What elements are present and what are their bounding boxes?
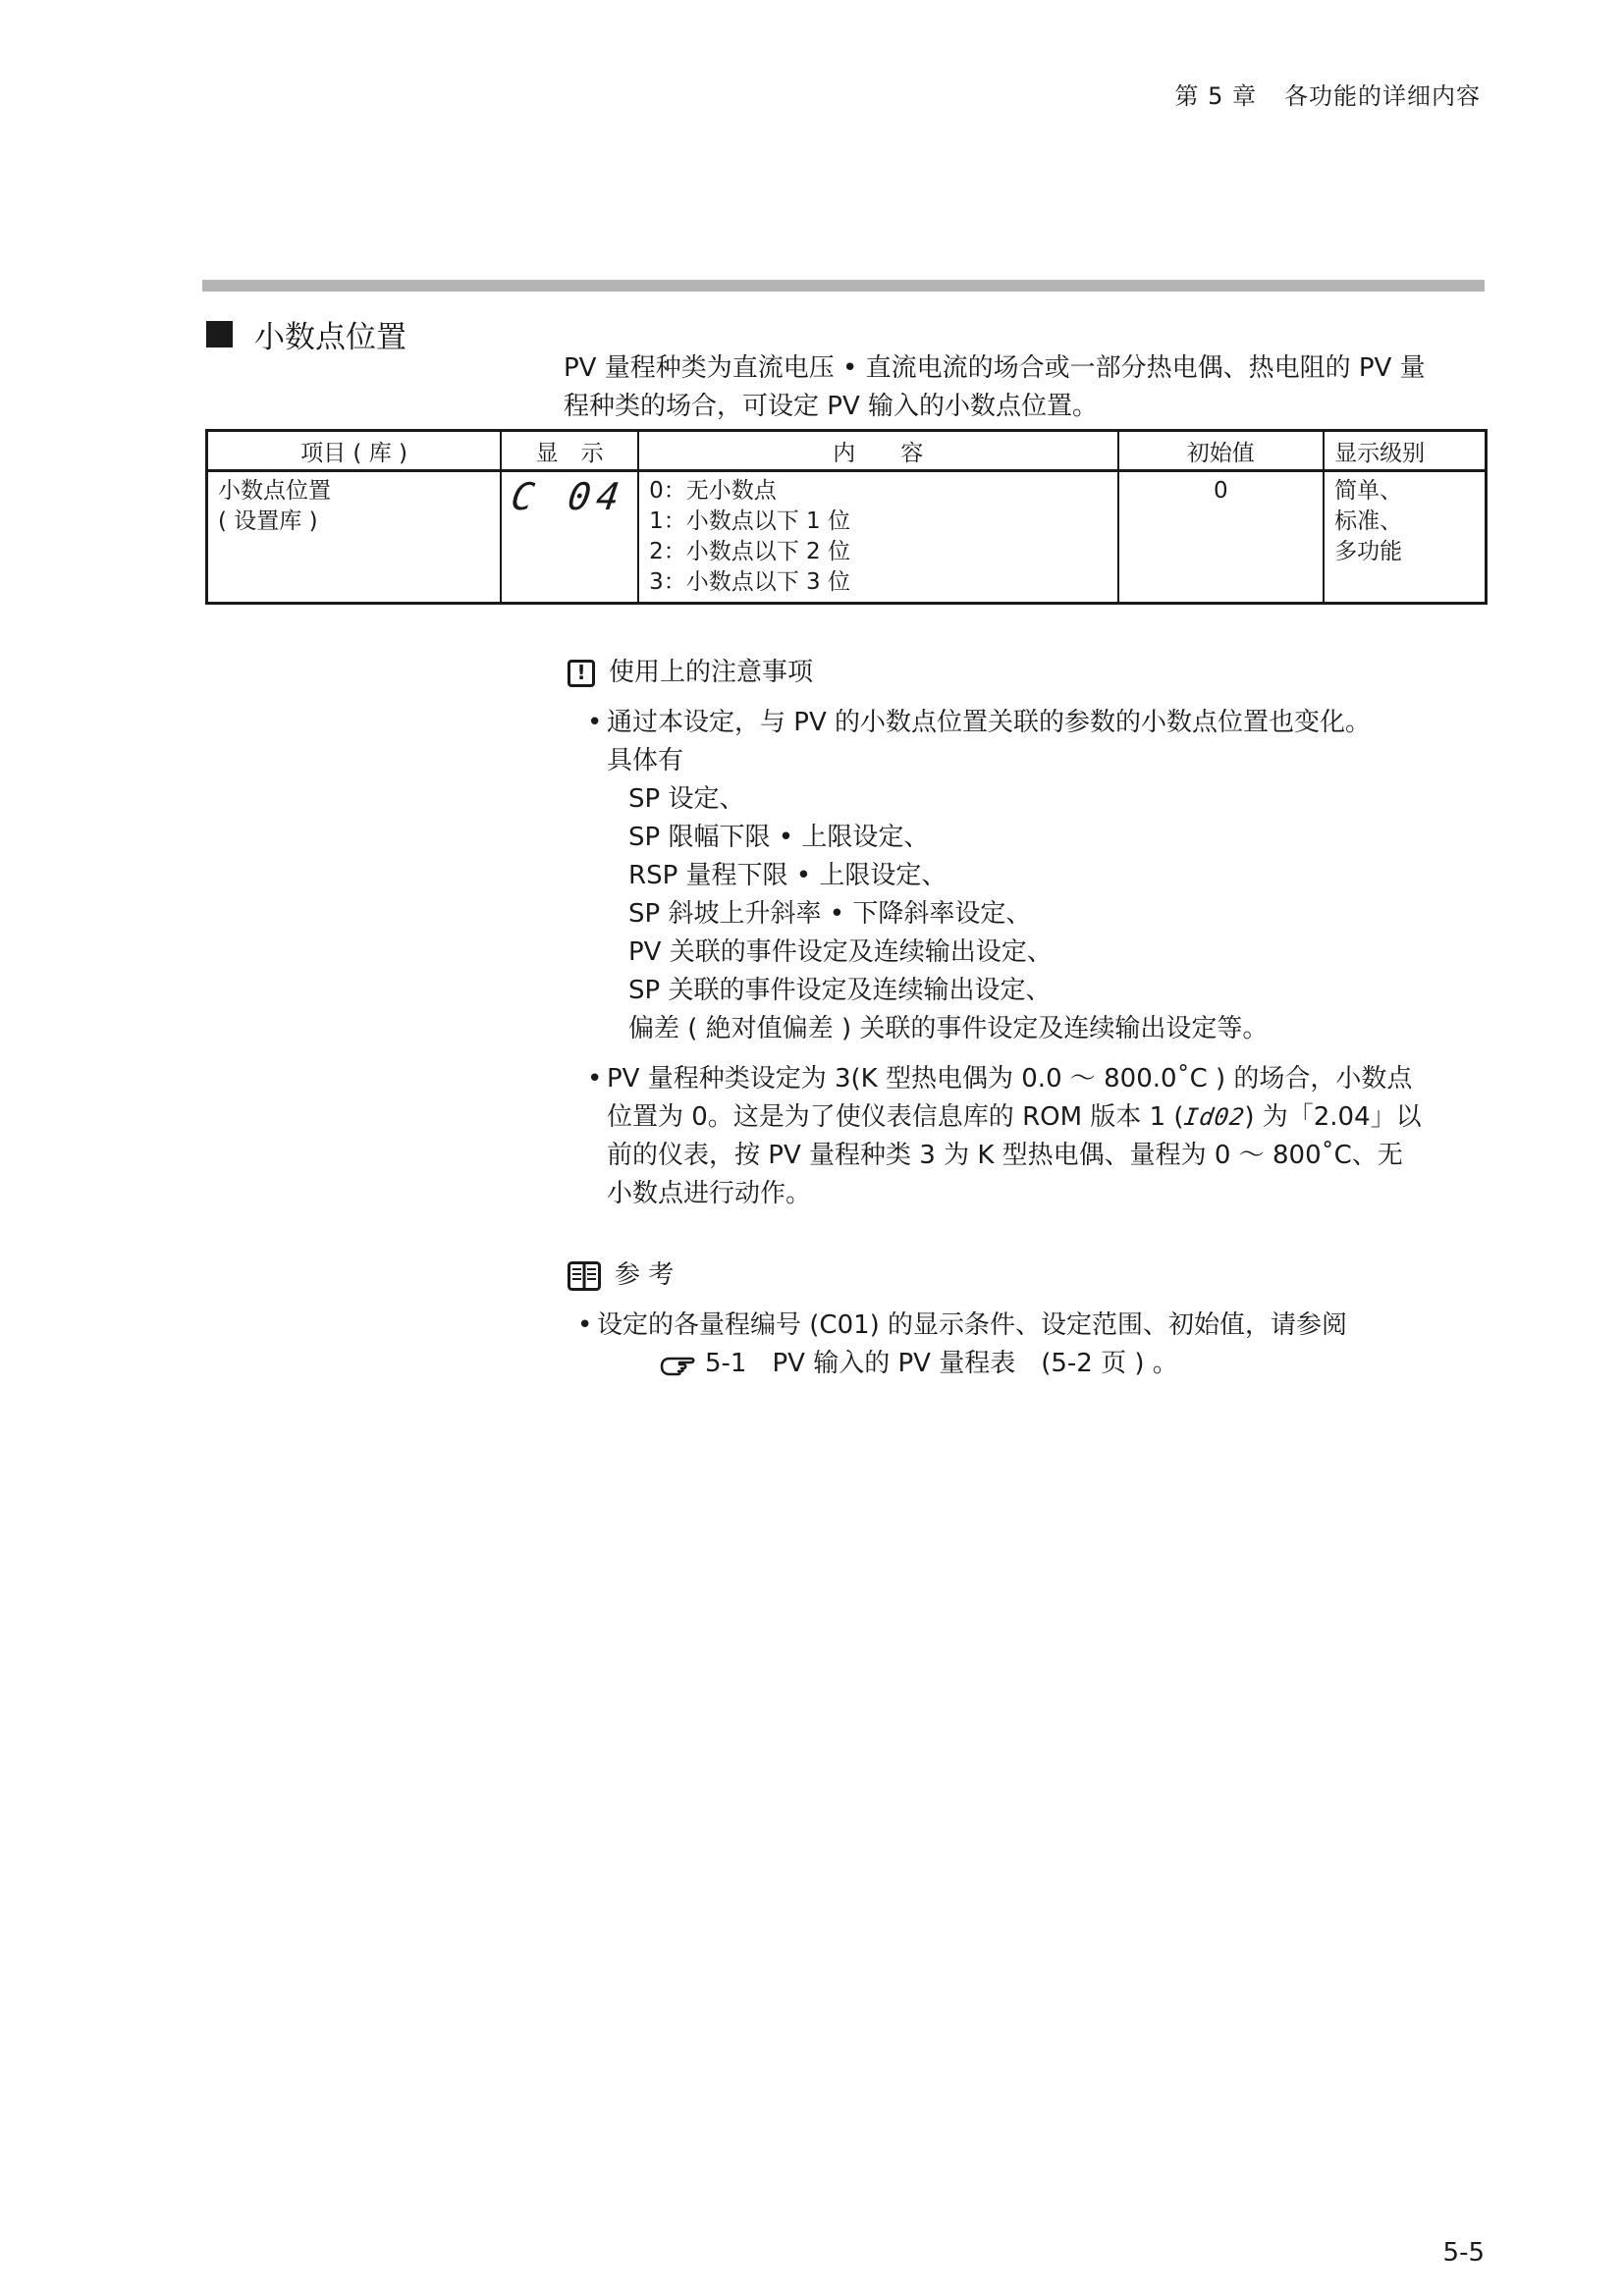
caution-icon: ! xyxy=(568,660,595,687)
usage-notes xyxy=(568,654,1490,1213)
note-line xyxy=(607,1098,1490,1137)
section-heading xyxy=(206,312,406,356)
page-header xyxy=(1174,77,1481,111)
rom-version-code: Id02 xyxy=(1181,1103,1247,1131)
reference-link[interactable] xyxy=(597,1345,1490,1383)
display-code: C 04 xyxy=(509,475,628,518)
chapter-title: 各功能的详细内容 xyxy=(1284,82,1481,110)
cell-display xyxy=(501,471,638,604)
item-name: 小数点位置 xyxy=(218,478,331,504)
page-number: 5-5 xyxy=(1442,2238,1485,2268)
book-icon xyxy=(568,1261,601,1291)
section-rule xyxy=(202,280,1485,292)
list-item: SP 斜坡上升斜率 • 下降斜率设定、 xyxy=(628,899,1032,929)
notes-heading-text: 使用上的注意事项 xyxy=(609,658,814,687)
list-item: RSP 量程下限 • 上限设定、 xyxy=(628,861,947,890)
list-item: 偏差 ( 絶对值偏差 ) 关联的事件设定及连续输出设定等。 xyxy=(628,1014,1269,1043)
intro-line-1: PV 量程种类为直流电压 • 直流电流的场合或一部分热电偶、热电阻的 PV 量 xyxy=(564,353,1426,383)
content-option: 3：小数点以下 3 位 xyxy=(649,569,850,595)
header-content: 内 容 xyxy=(638,431,1117,471)
table-header-row xyxy=(207,431,1487,471)
cell-item xyxy=(207,471,502,604)
note-text: ) 为「2.04」以 xyxy=(1244,1102,1422,1132)
reference-heading-text: 参 考 xyxy=(615,1260,675,1290)
parameter-table xyxy=(205,429,1488,605)
level-item: 多功能 xyxy=(1334,539,1403,564)
reference-line: • 设定的各量程编号 (C01) 的显示条件、设定范围、初始值，请参阅 xyxy=(597,1310,1348,1340)
table-row xyxy=(207,471,1487,604)
intro-line-2: 程种类的场合，可设定 PV 输入的小数点位置。 xyxy=(564,392,1098,421)
header-initial: 初始值 xyxy=(1118,431,1325,471)
content-option: 1：小数点以下 1 位 xyxy=(649,508,850,534)
cell-level xyxy=(1324,471,1486,604)
chapter-label: 第 5 章 xyxy=(1174,82,1257,110)
level-item: 简单、 xyxy=(1334,478,1403,504)
note-text: 位置为 0。这是为了使仪表信息库的 ROM 版本 1 ( xyxy=(607,1102,1184,1132)
reference-heading xyxy=(568,1256,1490,1295)
item-bank: ( 设置库 ) xyxy=(218,508,318,534)
note-line: 前的仪表，按 PV 量程种类 3 为 K 型热电偶、量程为 0 ～ 800˚C、无 xyxy=(607,1141,1403,1170)
reference-bullet xyxy=(568,1307,1490,1383)
note-line: • 通过本设定，与 PV 的小数点位置关联的参数的小数点位置也变化。 xyxy=(607,708,1371,737)
notes-heading xyxy=(568,654,1490,692)
level-item: 标准、 xyxy=(1334,508,1403,534)
reference-link-text[interactable]: 5-1 PV 输入的 PV 量程表 (5-2 页 ) 。 xyxy=(705,1349,1178,1378)
header-display: 显 示 xyxy=(501,431,638,471)
note-line: 小数点进行动作。 xyxy=(607,1179,812,1208)
note-bullet-1 xyxy=(577,704,1490,780)
affected-parameters-list xyxy=(568,780,1490,1048)
cell-initial: 0 xyxy=(1118,471,1325,604)
note-line: • PV 量程种类设定为 3(K 型热电偶为 0.0 ～ 800.0˚C ) 的场合，小数点 xyxy=(607,1064,1413,1094)
list-item: SP 设定、 xyxy=(628,784,745,814)
intro-paragraph xyxy=(564,349,1487,426)
cell-content xyxy=(638,471,1117,604)
note-line: 具体有 xyxy=(607,746,684,775)
note-bullet-2 xyxy=(577,1060,1490,1213)
section-title: 小数点位置 xyxy=(254,320,406,355)
list-item: SP 关联的事件设定及连续输出设定、 xyxy=(628,976,1052,1005)
reference-section xyxy=(568,1256,1490,1383)
list-item: PV 关联的事件设定及连续输出设定、 xyxy=(628,937,1053,967)
square-bullet-icon xyxy=(206,321,233,347)
pointing-hand-icon xyxy=(660,1353,697,1376)
header-level: 显示级别 xyxy=(1324,431,1486,471)
header-item: 项目 ( 库 ) xyxy=(207,431,502,471)
list-item: SP 限幅下限 • 上限设定、 xyxy=(628,823,930,852)
content-option: 2：小数点以下 2 位 xyxy=(649,539,850,564)
content-option: 0：无小数点 xyxy=(649,478,777,504)
